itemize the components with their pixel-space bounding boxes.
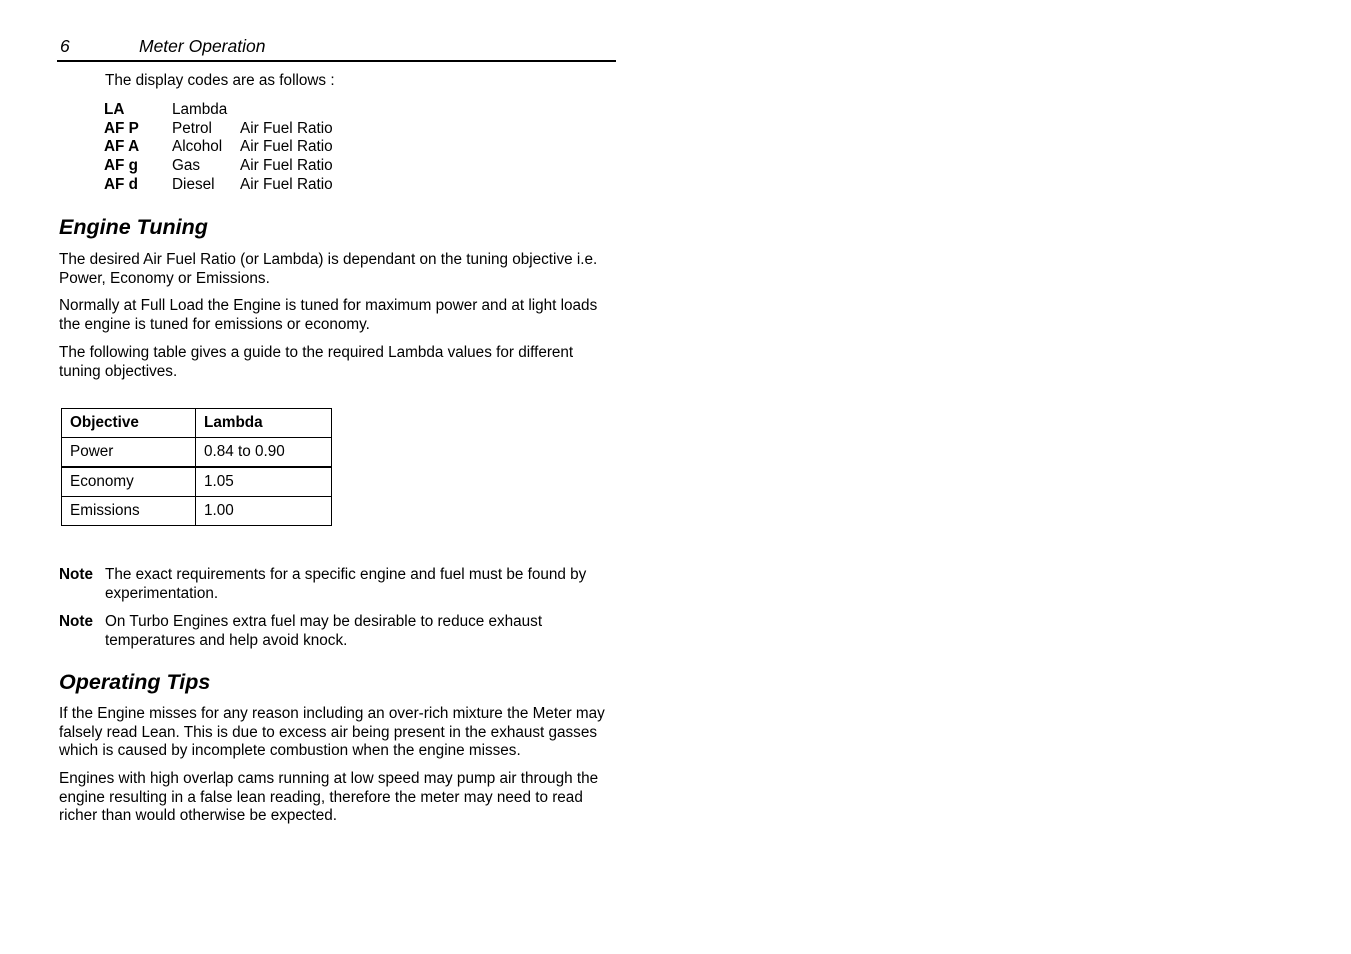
display-codes-intro: The display codes are as follows : xyxy=(105,72,335,89)
table-header-lambda: Lambda xyxy=(196,409,332,438)
table-cell-objective: Economy xyxy=(62,467,196,497)
page-header xyxy=(57,36,616,62)
operating-tips-paragraph: If the Engine misses for any reason including an over-rich mixture the Meter may falsely read Lean. This is due to excess air being present in the exhaust gasses which is caused by incomplete combustion when the engine misses. xyxy=(59,705,605,760)
note-text: The exact requirements for a specific engine and fuel must be found by experimentation. xyxy=(105,566,587,602)
page-number: 6 xyxy=(60,36,70,56)
table-header-row xyxy=(62,409,332,438)
display-code-fuel: Diesel xyxy=(172,175,215,193)
note-label: Note xyxy=(59,566,93,583)
display-code: AF d xyxy=(104,175,138,193)
display-code: LA xyxy=(104,101,125,118)
note-label: Note xyxy=(59,613,93,630)
engine-tuning-paragraph: The following table gives a guide to the required Lambda values for different tuning objectives. xyxy=(59,344,574,380)
display-code: AF P xyxy=(104,119,139,137)
table-row xyxy=(62,467,332,497)
operating-tips-paragraph: Engines with high overlap cams running at low speed may pump air through the engine resulting in a false lean reading, therefore the meter may need to read richer than would otherwise be expected. xyxy=(59,770,599,825)
display-code-fuel: Alcohol xyxy=(172,138,223,156)
operating-tips-heading: Operating Tips xyxy=(59,670,211,694)
display-code-description: Air Fuel Ratio xyxy=(240,157,333,175)
display-code-description: Air Fuel Ratio xyxy=(240,175,333,193)
page-title: Meter Operation xyxy=(139,36,266,56)
display-code-description: Air Fuel Ratio xyxy=(240,138,333,156)
table-row xyxy=(62,497,332,526)
lambda-table xyxy=(61,408,332,526)
table-cell-objective: Power xyxy=(62,438,196,468)
engine-tuning-heading: Engine Tuning xyxy=(59,215,208,239)
engine-tuning-paragraph: Normally at Full Load the Engine is tuned for maximum power and at light loads the engine is tuned for emissions or economy. xyxy=(59,297,598,333)
display-code-description: Air Fuel Ratio xyxy=(240,119,333,137)
table-cell-lambda: 0.84 to 0.90 xyxy=(196,438,332,468)
table-header-objective: Objective xyxy=(62,409,196,438)
display-code-fuel: Petrol xyxy=(172,119,212,137)
engine-tuning-paragraph: The desired Air Fuel Ratio (or Lambda) is dependant on the tuning objective i.e. Power, Economy or Emissions. xyxy=(59,251,598,287)
table-row xyxy=(62,438,332,468)
table-cell-lambda: 1.05 xyxy=(196,467,332,497)
note-text: On Turbo Engines extra fuel may be desirable to reduce exhaust temperatures and help avoid knock. xyxy=(105,613,543,649)
display-code-fuel: Gas xyxy=(172,157,201,175)
display-code: AF A xyxy=(104,138,140,156)
display-code-fuel: Lambda xyxy=(172,101,228,118)
table-cell-lambda: 1.00 xyxy=(196,497,332,526)
table-cell-objective: Emissions xyxy=(62,497,196,526)
display-code: AF g xyxy=(104,157,138,175)
